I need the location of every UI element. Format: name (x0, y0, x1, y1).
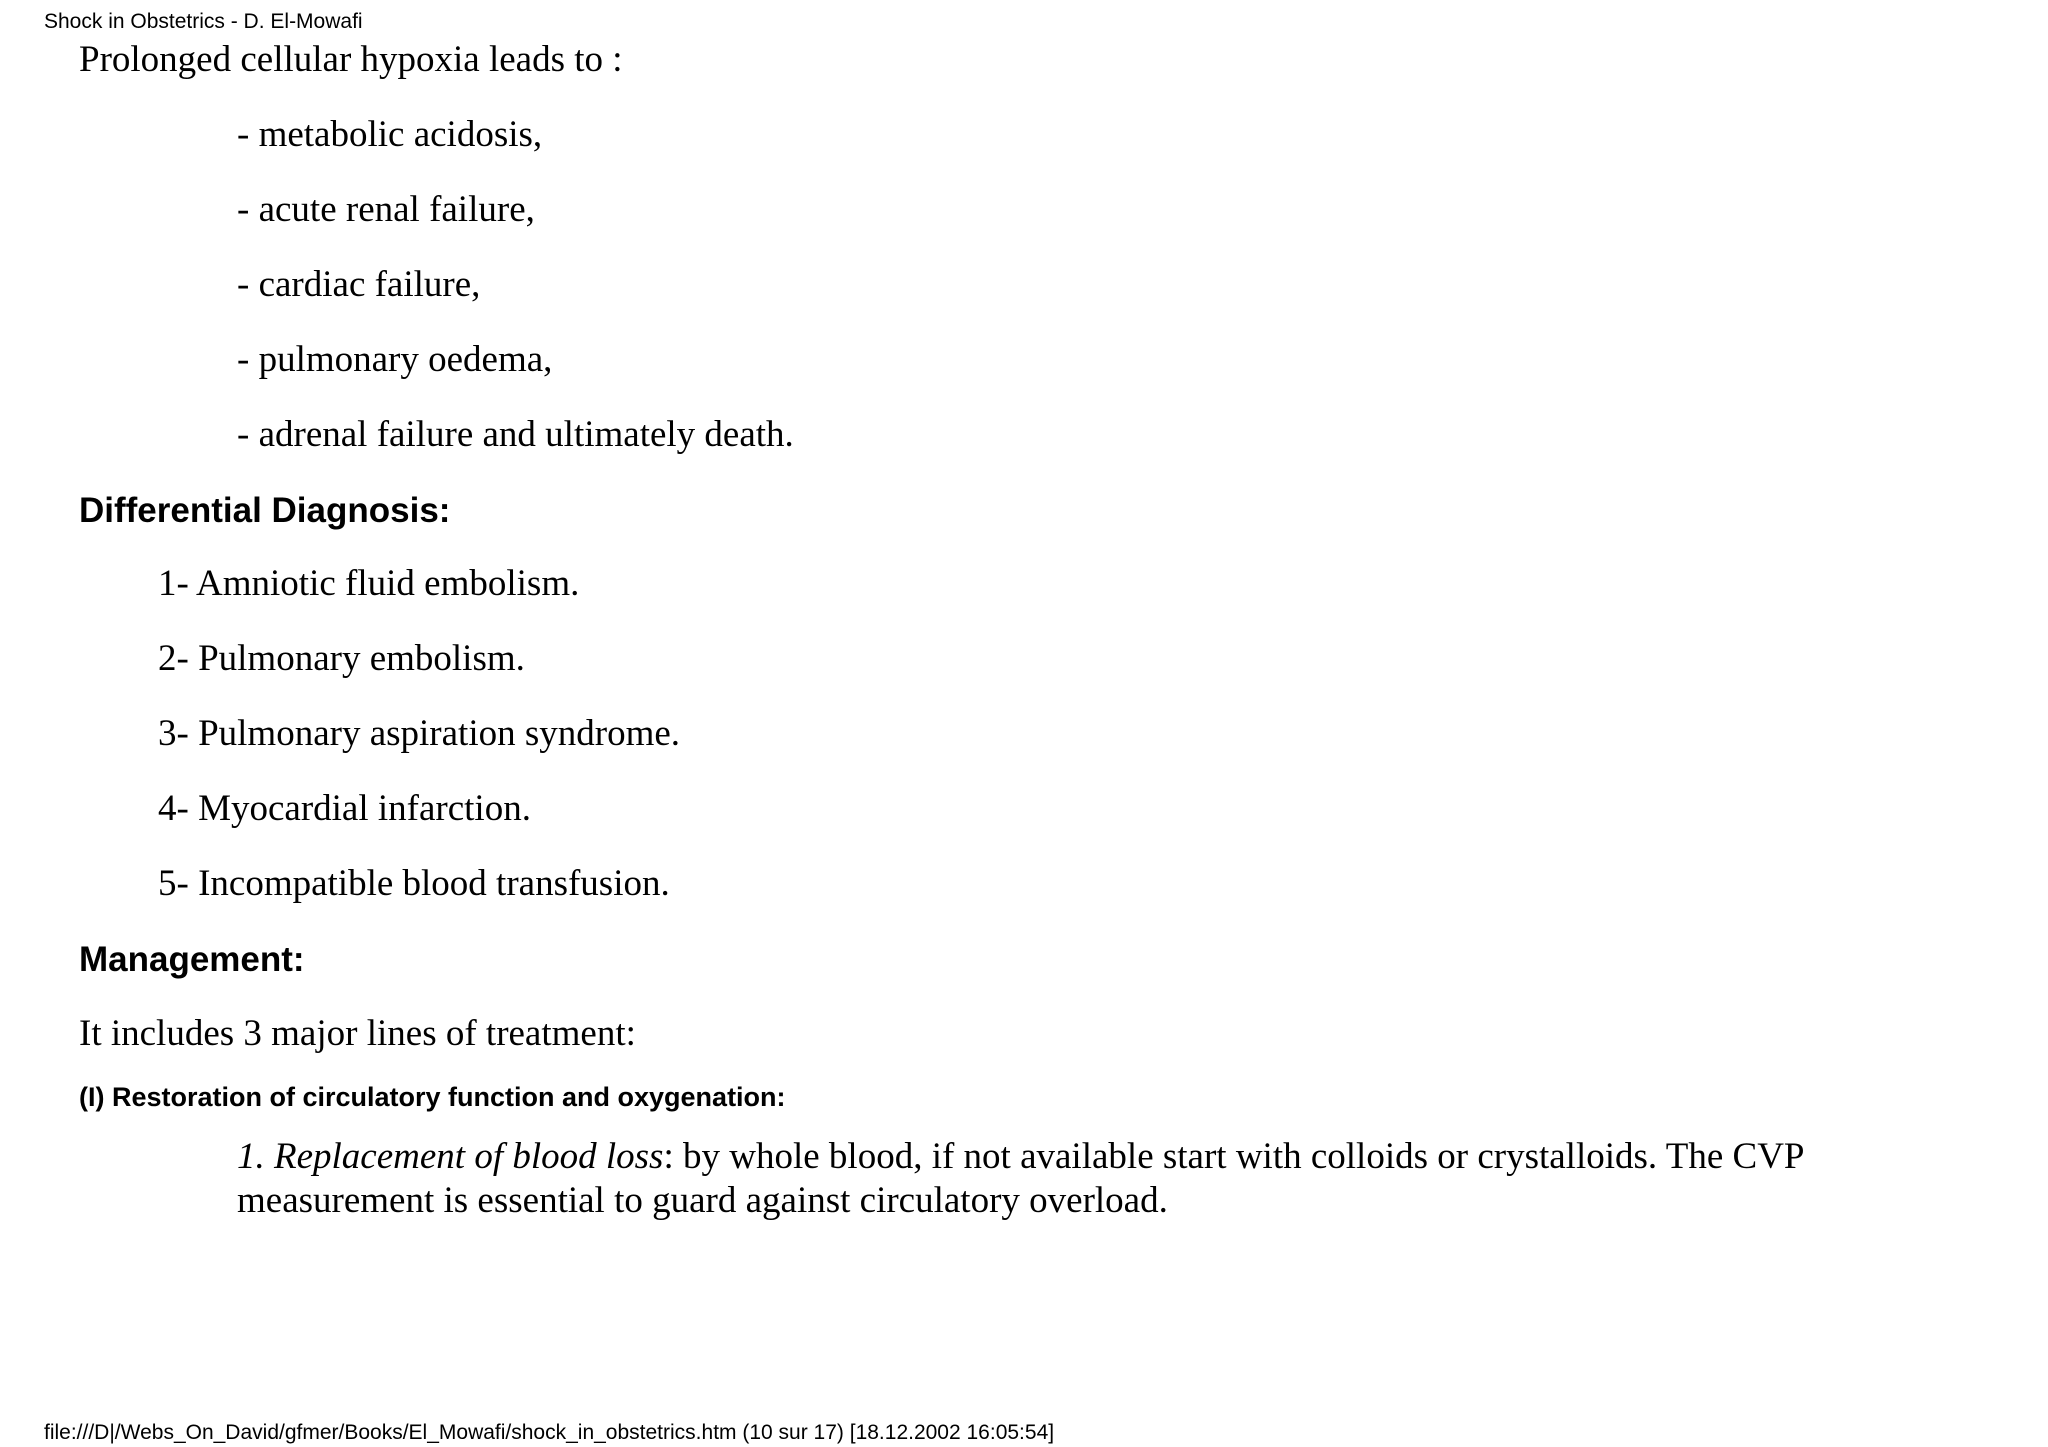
differential-item: 1- Amniotic fluid embolism. (158, 563, 580, 604)
management-heading: Management: (79, 940, 305, 979)
treatment-item-1-text: : by whole blood, if not available start with colloids or crystalloids. The CVP measurement is essential to guard against circulatory overload. (237, 1136, 1804, 1221)
treatment-item-1-label: 1. Replacement of blood loss (237, 1136, 664, 1177)
differential-item: 2- Pulmonary embolism. (158, 638, 525, 679)
consequence-item: - pulmonary oedema, (237, 339, 553, 380)
consequence-item: - adrenal failure and ultimately death. (237, 414, 794, 455)
consequence-item: - cardiac failure, (237, 264, 481, 305)
management-intro: It includes 3 major lines of treatment: (79, 1013, 636, 1054)
intro-text: Prolonged cellular hypoxia leads to : (79, 39, 623, 80)
section-i-heading: (I) Restoration of circulatory function and oxygenation: (79, 1082, 786, 1112)
differential-item: 3- Pulmonary aspiration syndrome. (158, 713, 681, 754)
consequence-item: - metabolic acidosis, (237, 114, 543, 155)
differential-item: 5- Incompatible blood transfusion. (158, 863, 670, 904)
page-footer-path: file:///D|/Webs_On_David/gfmer/Books/El_Mowafi/shock_in_obstetrics.htm (10 sur 17) [18.12.2002 16:05:54] (44, 1421, 1055, 1444)
treatment-item-1 (237, 1135, 1877, 1223)
differential-item: 4- Myocardial infarction. (158, 788, 531, 829)
differential-diagnosis-heading: Differential Diagnosis: (79, 491, 451, 530)
page-header-title: Shock in Obstetrics - D. El-Mowafi (44, 10, 363, 33)
consequence-item: - acute renal failure, (237, 189, 535, 230)
